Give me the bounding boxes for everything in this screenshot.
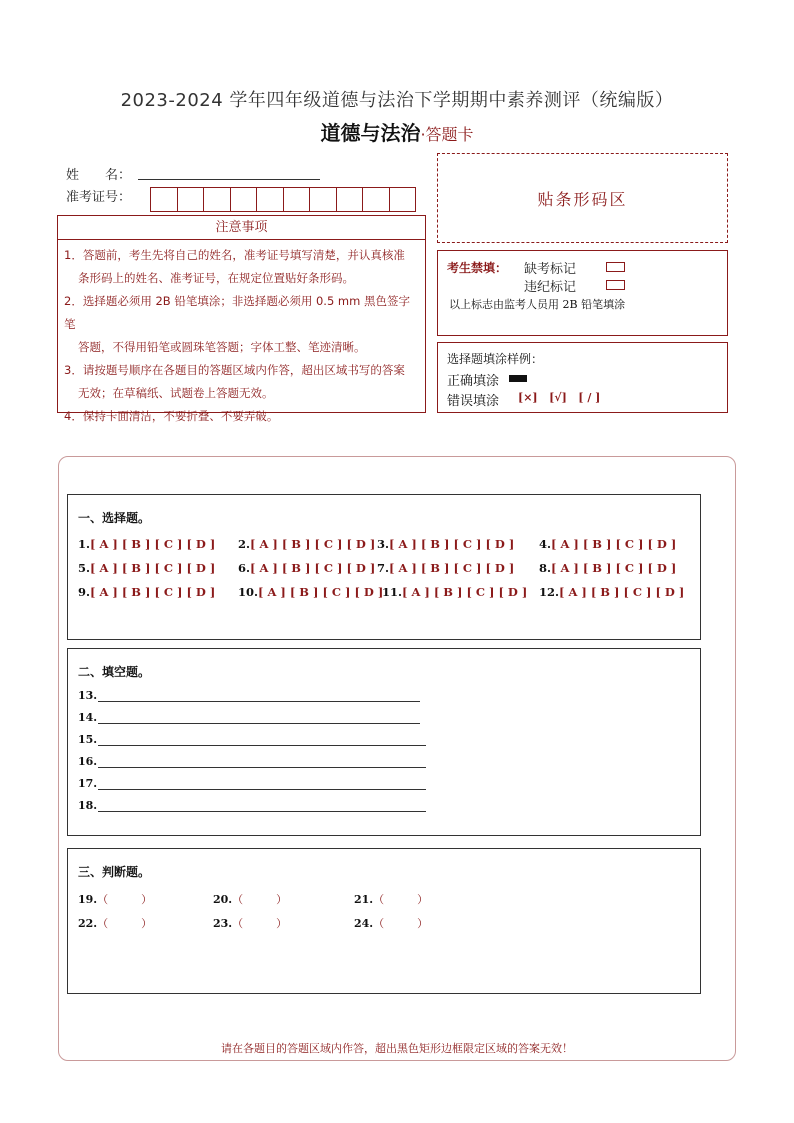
choice-question[interactable] <box>78 585 215 599</box>
question-number: 4. <box>539 537 552 551</box>
sample-heading: 选择题填涂样例： <box>447 352 544 366</box>
judge-question[interactable] <box>354 915 428 931</box>
answer-paren[interactable]: （ ） <box>232 893 288 906</box>
examiner-only-box <box>437 250 728 336</box>
fill-question <box>78 733 426 746</box>
id-digit-box[interactable] <box>336 187 364 212</box>
question-number: 2. <box>238 537 251 551</box>
question-number: 9. <box>78 585 91 599</box>
question-number: 11. <box>382 585 403 599</box>
choice-question[interactable] <box>238 585 383 599</box>
question-number: 7. <box>377 561 390 575</box>
choice-question[interactable] <box>377 537 514 551</box>
id-number-boxes[interactable] <box>151 187 416 212</box>
question-number: 5. <box>78 561 91 575</box>
choice-options[interactable]: [ A ] [ B ] [ C ] [ D ] <box>402 585 528 599</box>
choice-options[interactable]: [ A ] [ B ] [ C ] [ D ] <box>389 537 515 551</box>
notice-item-3-cont: 无效；在草稿纸、试题卷上答题无效。 <box>78 386 274 400</box>
fill-question <box>78 755 426 768</box>
notice-item-1: 1．答题前，考生先将自己的姓名，准考证号填写清楚，并认真核准 <box>64 248 405 262</box>
judge-question[interactable] <box>354 891 428 907</box>
id-digit-box[interactable] <box>230 187 258 212</box>
answer-paren[interactable]: （ ） <box>373 917 429 930</box>
question-number: 15. <box>78 733 98 746</box>
notice-item-3: 3．请按题号顺序在各题目的答题区域内作答，超出区域书写的答案 <box>64 363 405 377</box>
choice-options[interactable]: [ A ] [ B ] [ C ] [ D ] <box>389 561 515 575</box>
question-number: 3. <box>377 537 390 551</box>
footer-warning: 请在各题目的答题区域内作答，超出黑色矩形边框限定区域的答案无效！ <box>221 1042 573 1055</box>
id-digit-box[interactable] <box>177 187 205 212</box>
question-number: 22. <box>78 917 98 930</box>
answer-paren[interactable]: （ ） <box>97 893 153 906</box>
question-number: 1. <box>78 537 91 551</box>
answer-paren[interactable]: （ ） <box>373 893 429 906</box>
section-judge-title: 三、判断题。 <box>78 865 151 879</box>
wrong-mark-slash: [ / ] <box>578 391 601 404</box>
judge-question[interactable] <box>213 915 287 931</box>
fill-question <box>78 711 420 724</box>
question-number: 12. <box>539 585 560 599</box>
notice-heading: 注意事项 <box>58 216 425 240</box>
notice-item-2: 2．选择题必须用 2B 铅笔填涂；非选择题必须用 0.5 mm 黑色签字笔 <box>64 294 410 331</box>
choice-options[interactable]: [ A ] [ B ] [ C ] [ D ] <box>551 537 677 551</box>
question-number: 16. <box>78 755 98 768</box>
choice-question[interactable] <box>78 561 215 575</box>
wrong-mark-check: [√] <box>549 391 567 404</box>
question-number: 8. <box>539 561 552 575</box>
question-number: 10. <box>238 585 259 599</box>
judge-question[interactable] <box>78 915 152 931</box>
wrong-label: 错误填涂 <box>447 394 500 409</box>
subject-name: 道德与法治 <box>320 121 421 145</box>
barcode-area: 贴条形码区 <box>437 153 728 243</box>
choice-question[interactable] <box>539 537 676 551</box>
violation-mark-box[interactable] <box>606 280 625 290</box>
card-label: ·答题卡 <box>420 125 474 144</box>
choice-options[interactable]: [ A ] [ B ] [ C ] [ D ] <box>90 537 216 551</box>
question-number: 17. <box>78 777 98 790</box>
question-number: 23. <box>213 917 233 930</box>
forbid-label: 考生禁填： <box>447 261 508 275</box>
id-digit-box[interactable] <box>309 187 337 212</box>
notice-item-4: 4．保持卡面清洁，不要折叠、不要弄破。 <box>64 409 279 423</box>
section-fill-title: 二、填空题。 <box>78 665 151 679</box>
answer-line[interactable] <box>98 766 426 768</box>
judge-question[interactable] <box>213 891 287 907</box>
question-number: 6. <box>238 561 251 575</box>
answer-line[interactable] <box>98 788 426 790</box>
choice-question[interactable] <box>238 561 375 575</box>
choice-options[interactable]: [ A ] [ B ] [ C ] [ D ] <box>559 585 685 599</box>
answer-line[interactable] <box>98 722 420 724</box>
fill-question <box>78 799 426 812</box>
choice-options[interactable]: [ A ] [ B ] [ C ] [ D ] <box>90 585 216 599</box>
name-label: 姓 名： <box>66 168 132 183</box>
question-number: 19. <box>78 893 98 906</box>
fill-sample-box <box>437 342 728 413</box>
section-choice <box>67 494 701 640</box>
choice-options[interactable]: [ A ] [ B ] [ C ] [ D ] <box>258 585 384 599</box>
choice-options[interactable]: [ A ] [ B ] [ C ] [ D ] <box>250 537 376 551</box>
judge-question[interactable] <box>78 891 152 907</box>
choice-question[interactable] <box>78 537 215 551</box>
answer-paren[interactable]: （ ） <box>232 917 288 930</box>
question-number: 14. <box>78 711 98 724</box>
fill-question <box>78 689 420 702</box>
answer-line[interactable] <box>98 744 426 746</box>
id-label: 准考证号： <box>66 190 132 205</box>
question-number: 13. <box>78 689 98 702</box>
choice-options[interactable]: [ A ] [ B ] [ C ] [ D ] <box>90 561 216 575</box>
name-field[interactable] <box>138 178 320 180</box>
notice-item-1-cont: 条形码上的姓名、准考证号，在规定位置贴好条形码。 <box>78 271 354 285</box>
section-choice-title: 一、选择题。 <box>78 511 151 525</box>
notice-box <box>57 215 426 423</box>
id-digit-box[interactable] <box>362 187 390 212</box>
question-number: 21. <box>354 893 374 906</box>
wrong-marks <box>518 391 600 404</box>
choice-question[interactable] <box>539 561 676 575</box>
choice-question[interactable] <box>539 585 684 599</box>
notice-item-2-cont: 答题，不得用铅笔或圆珠笔答题；字体工整、笔迹清晰。 <box>78 340 366 354</box>
id-digit-box[interactable] <box>389 187 417 212</box>
notice-list <box>58 240 425 428</box>
id-digit-box[interactable] <box>150 187 178 212</box>
document-subtitle <box>0 117 794 146</box>
absent-mark-box[interactable] <box>606 262 625 272</box>
id-digit-box[interactable] <box>283 187 311 212</box>
id-digit-box[interactable] <box>203 187 231 212</box>
question-number: 24. <box>354 917 374 930</box>
wrong-mark-cross: [×] <box>518 391 538 404</box>
fill-question <box>78 777 426 790</box>
choice-options[interactable]: [ A ] [ B ] [ C ] [ D ] <box>250 561 376 575</box>
answer-paren[interactable]: （ ） <box>97 917 153 930</box>
choice-question[interactable] <box>377 561 514 575</box>
choice-question[interactable] <box>382 585 527 599</box>
violation-label: 违纪标记 <box>524 280 577 295</box>
correct-label: 正确填涂 <box>447 374 500 389</box>
question-number: 18. <box>78 799 98 812</box>
choice-options[interactable]: [ A ] [ B ] [ C ] [ D ] <box>551 561 677 575</box>
choice-question[interactable] <box>238 537 375 551</box>
id-digit-box[interactable] <box>256 187 284 212</box>
answer-line[interactable] <box>98 700 420 702</box>
correct-fill-sample <box>509 375 527 382</box>
forbid-note: 以上标志由监考人员用 2B 铅笔填涂 <box>449 298 626 311</box>
absent-label: 缺考标记 <box>524 262 577 277</box>
question-number: 20. <box>213 893 233 906</box>
section-judge <box>67 848 701 994</box>
section-fill <box>67 648 701 836</box>
document-title: 2023-2024 学年四年级道德与法治下学期期中素养测评（统编版） <box>120 90 674 111</box>
answer-line[interactable] <box>98 810 426 812</box>
